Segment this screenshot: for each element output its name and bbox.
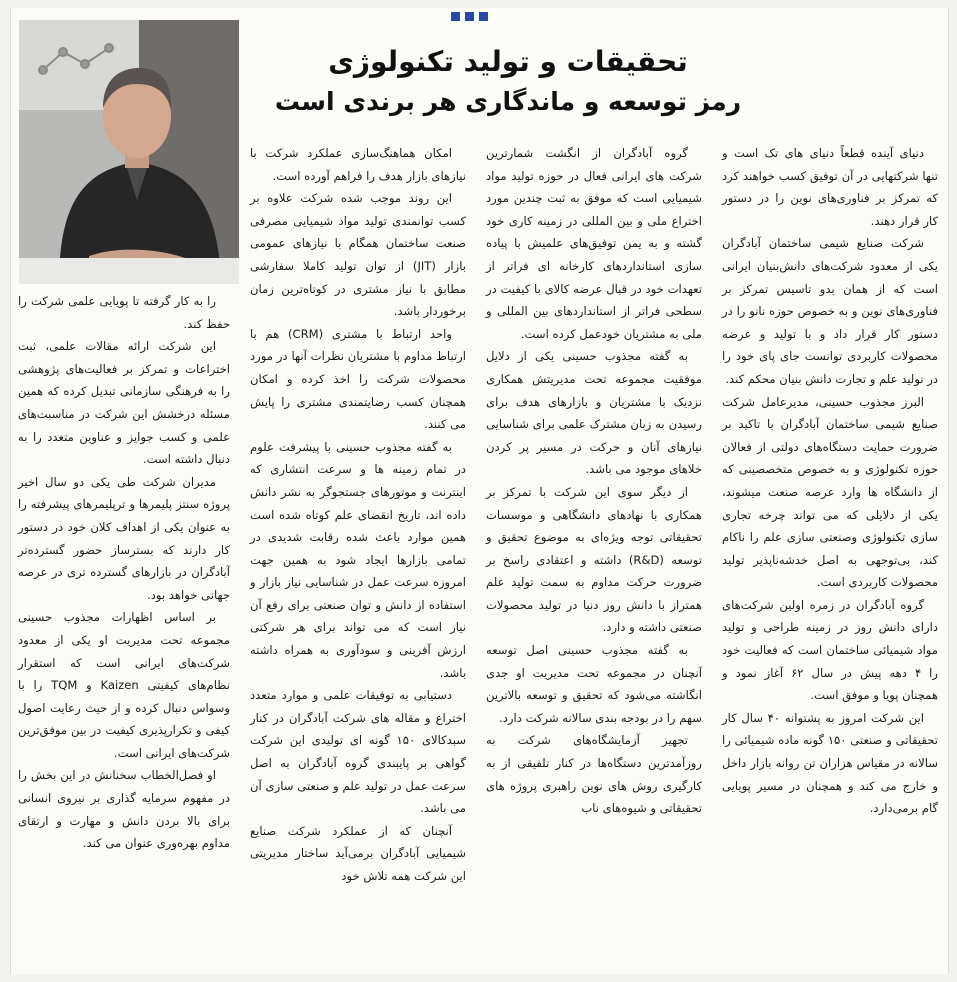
paragraph: به گفته مجذوب حسینی اصل توسعه آنچنان در مجموعه تحت مدیریت او جدی انگاشته می‌شود که تحقیق و توسعه بالاترین سهم را در بودجه بندی سالانه شرکت دارد. [486,643,702,725]
paragraph: به گفته مجذوب حسینی با پیشرفت علوم در تمام زمینه ها و سرعت انتشاری که اینترنت و موتورهای جستجوگر به نشر دانش داده اند، تاریخ انقضای علم کوتاه شده است همین موارد باعث شده رقابت شدیدی در تمامی بازارها ایجاد شود به همین جهت امروزه سرعت عمل در شناسایی نیاز بازار و استفاده از دانش و توان صنعتی برای رفع آن نیاز است که می تواند برای هر شرکتی ارزش آفرینی و سودآوری به همراه داشته باشد. [250,439,466,680]
headline-line-1: تحقیقات و تولید تکنولوژی [328,45,688,78]
paragraph: واحد ارتباط با مشتری (CRM) هم با ارتباط مداوم با مشتریان نظرات آنها در مورد محصولات شرکت را اخذ کرده و امکان همچنان کسب رضایتمندی مشتری را پایش می کنند. [250,326,466,432]
ornament-square [479,12,488,21]
paragraph: البرز مجذوب حسینی، مدیرعامل شرکت صنایع شیمی ساختمان آبادگران با تاکید بر ضرورت حمایت دستگاه‌های دولتی از فعالان حوزه تکنولوژی و به خصوص متخصصینی که از دانشگاه ها وارد عرصه صنعت میشوند، یکی از دلایلی که می تواند چرخه تجاری سازی تکنولوژی وصنعتی سازی علم را ناکام کند، بی‌توجهی به اصل خدشه‌ناپذیر تولید محصولات کاربردی است. [722,394,938,590]
article-column-3 [250,142,466,888]
paragraph: او فصل‌الخطاب سخنانش در این بخش را در مفهوم سرمایه گذاری بر نیروی انسانی برای بالا بردن دانش و مهارت و ارتقای مداوم بهره‌وری عنوان می کند. [18,768,230,851]
paragraph: بر اساس اظهارات مجذوب حسینی مجموعه تحت مدیریت او یکی از معدود شرکت‌های ایرانی است که استقرار نظام‌های کیفیتی Kaizen و TQM را با وسواس دنبال کرده و از حیث رعایت اصول کیفی و تکرارپذیری کیفیت در بین موفق‌ترین شرکت‌های ایرانی است. [18,610,230,760]
photo-desk [19,258,239,284]
section-ornament [451,12,488,21]
person-figure [49,50,224,284]
paragraph: این روند موجب شده شرکت علاوه بر کسب توانمندی تولید مواد شیمیایی مصرفی صنعت ساختمان همگام با نیازهای عمومی بازار (JIT) از توان تولید کاملا سفارشی مطابق با نیاز مشتری در کوتاه‌ترین زمان برخوردار باشد. [250,191,467,319]
paragraph: گروه آبادگران در زمره اولین شرکت‌های دارای دانش روز در زمینه طراحی و تولید مواد شیمیائی ساختمان است که فعالیت خود را ۴ دهه پیش در سال ۶۲ آغاز نمود و همچنان پویا و موفق است. [722,597,938,703]
article-column-1 [722,142,938,820]
article-headline [248,42,768,122]
ornament-square [465,12,474,21]
ornament-square [451,12,460,21]
paragraph: مدیران شرکت طی یکی دو سال اخیر پروژه سنتز پلیمرها و ترپلیمرهای پیشرفته را به عنوان یکی از اهداف کلان خود در دستور کار دارند که بسترساز حضور گسترده‌تر آبادگران در بازارهای گسترده تری در عرصه جهانی خواهد بود. [18,474,230,602]
paragraph: امکان هماهنگ‌سازی عملکرد شرکت با نیازهای بازار هدف را فراهم آورده است. [250,146,466,183]
paragraph: دستیابی به توفیقات علمی و موارد متعدد اختراع و مقاله های شرکت آبادگران در کنار سبدکالای ۱۵۰ گونه ای تولیدی این شرکت گواهی بر پایبندی گروه آبادگران به اصل سرعت عمل در تولید علم و صنعتی سازی آن می باشد. [250,688,466,816]
paragraph: تجهیز آزمایشگاه‌های شرکت به روزآمدترین دستگاه‌ها در کنار تلفیقی از به کارگیری روش های نوین راهبری پروژه های تحقیقاتی و شیوه‌های ناب [486,733,702,816]
paragraph: این شرکت ارائه مقالات علمی، ثبت اختراعات و تمرکز بر فعالیت‌های پژوهشی را به فرهنگی سازمانی تبدیل کرده که همین مسئله درخشش این شرکت در مناسبت‌های علمی و کسب جوایز و عناوین متعدد را به دنبال داشته است. [18,339,230,467]
article-column-4 [18,290,230,855]
paragraph: را به کار گرفته تا پویایی علمی شرکت را حفظ کند. [18,294,230,331]
paragraph: به گفته مجذوب حسینی یکی از دلایل موفقیت مجموعه تحت مدیریتش همکاری نزدیک با مشتریان و بازارهای هدف برای رسیدن به زبان مشترک علمی برای شناسایی نیازهای آنان و حرکت در مسیر پر کردن خلاهای موجود می باشد. [486,349,702,477]
paragraph: دنیای آینده قطعاً دنیای های تک است و تنها شرکتهایی در آن توفیق کسب خواهند کرد که تمرکز بر فناوری‌های نوین را در دستور کار قرار دهند. [722,146,938,228]
paragraph: این شرکت امروز به پشتوانه ۴۰ سال کار تحقیقاتی و صنعتی ۱۵۰ گونه ماده شیمیائی را سالانه در مقیاس هزاران تن روانه بازار داخل و خارج می کند و همچنان در مسیر پویایی گام برمی‌دارد. [722,710,938,816]
paragraph: گروه آبادگران از انگشت شمارترین شرکت های ایرانی فعال در حوزه تولید مواد شیمیایی است که موفق به ثبت چندین مورد اختراع ملی و بین المللی در زمینه کاری خود گشته و به یمن توفیق‌های علمیش با پیاده سازی استانداردهای کارخانه ای فراتر از تعهدات خود در قبال عرضه کالای با کیفیت در سطحی فراتر از استانداردهای بین المللی و ملی به مشتریان خودعمل کرده است. [486,146,702,341]
paragraph: آنچنان که از عملکرد شرکت صنایع شیمیایی آبادگران برمی‌آید ساختار مدیریتی این شرکت همه تلاش خود [250,823,466,883]
headline-line-2: رمز توسعه و ماندگاری هر برندی است [274,87,742,116]
paragraph: شرکت صنایع شیمی ساختمان آبادگران یکی از معدود شرکت‌های دانش‌بنیان ایرانی است که از همان بدو تاسیس تمرکز بر فناوری‌های نوین و به خصوص حوزه نانو را در دستور کار قرار داد و با تولید و عرضه محصولات کاربردی توانست جای پای خود را در تولید علم و تجارت دانش بنیان محکم کند. [722,236,938,386]
portrait-photo [19,20,239,284]
article-column-2 [486,142,702,820]
paragraph: از دیگر سوی این شرکت با تمرکز بر همکاری با نهادهای دانشگاهی و موسسات تحقیقاتی توجه ویژه‌ای به موضوع تحقیق و توسعه (R&D) داشته و اعتقادی راسخ بر ضرورت حرکت مداوم به سمت تولید علم همتراز با دانش روز دنیا در تولید محصولات صنعتی داشته و دارد. [486,484,702,635]
magazine-page [10,8,949,974]
